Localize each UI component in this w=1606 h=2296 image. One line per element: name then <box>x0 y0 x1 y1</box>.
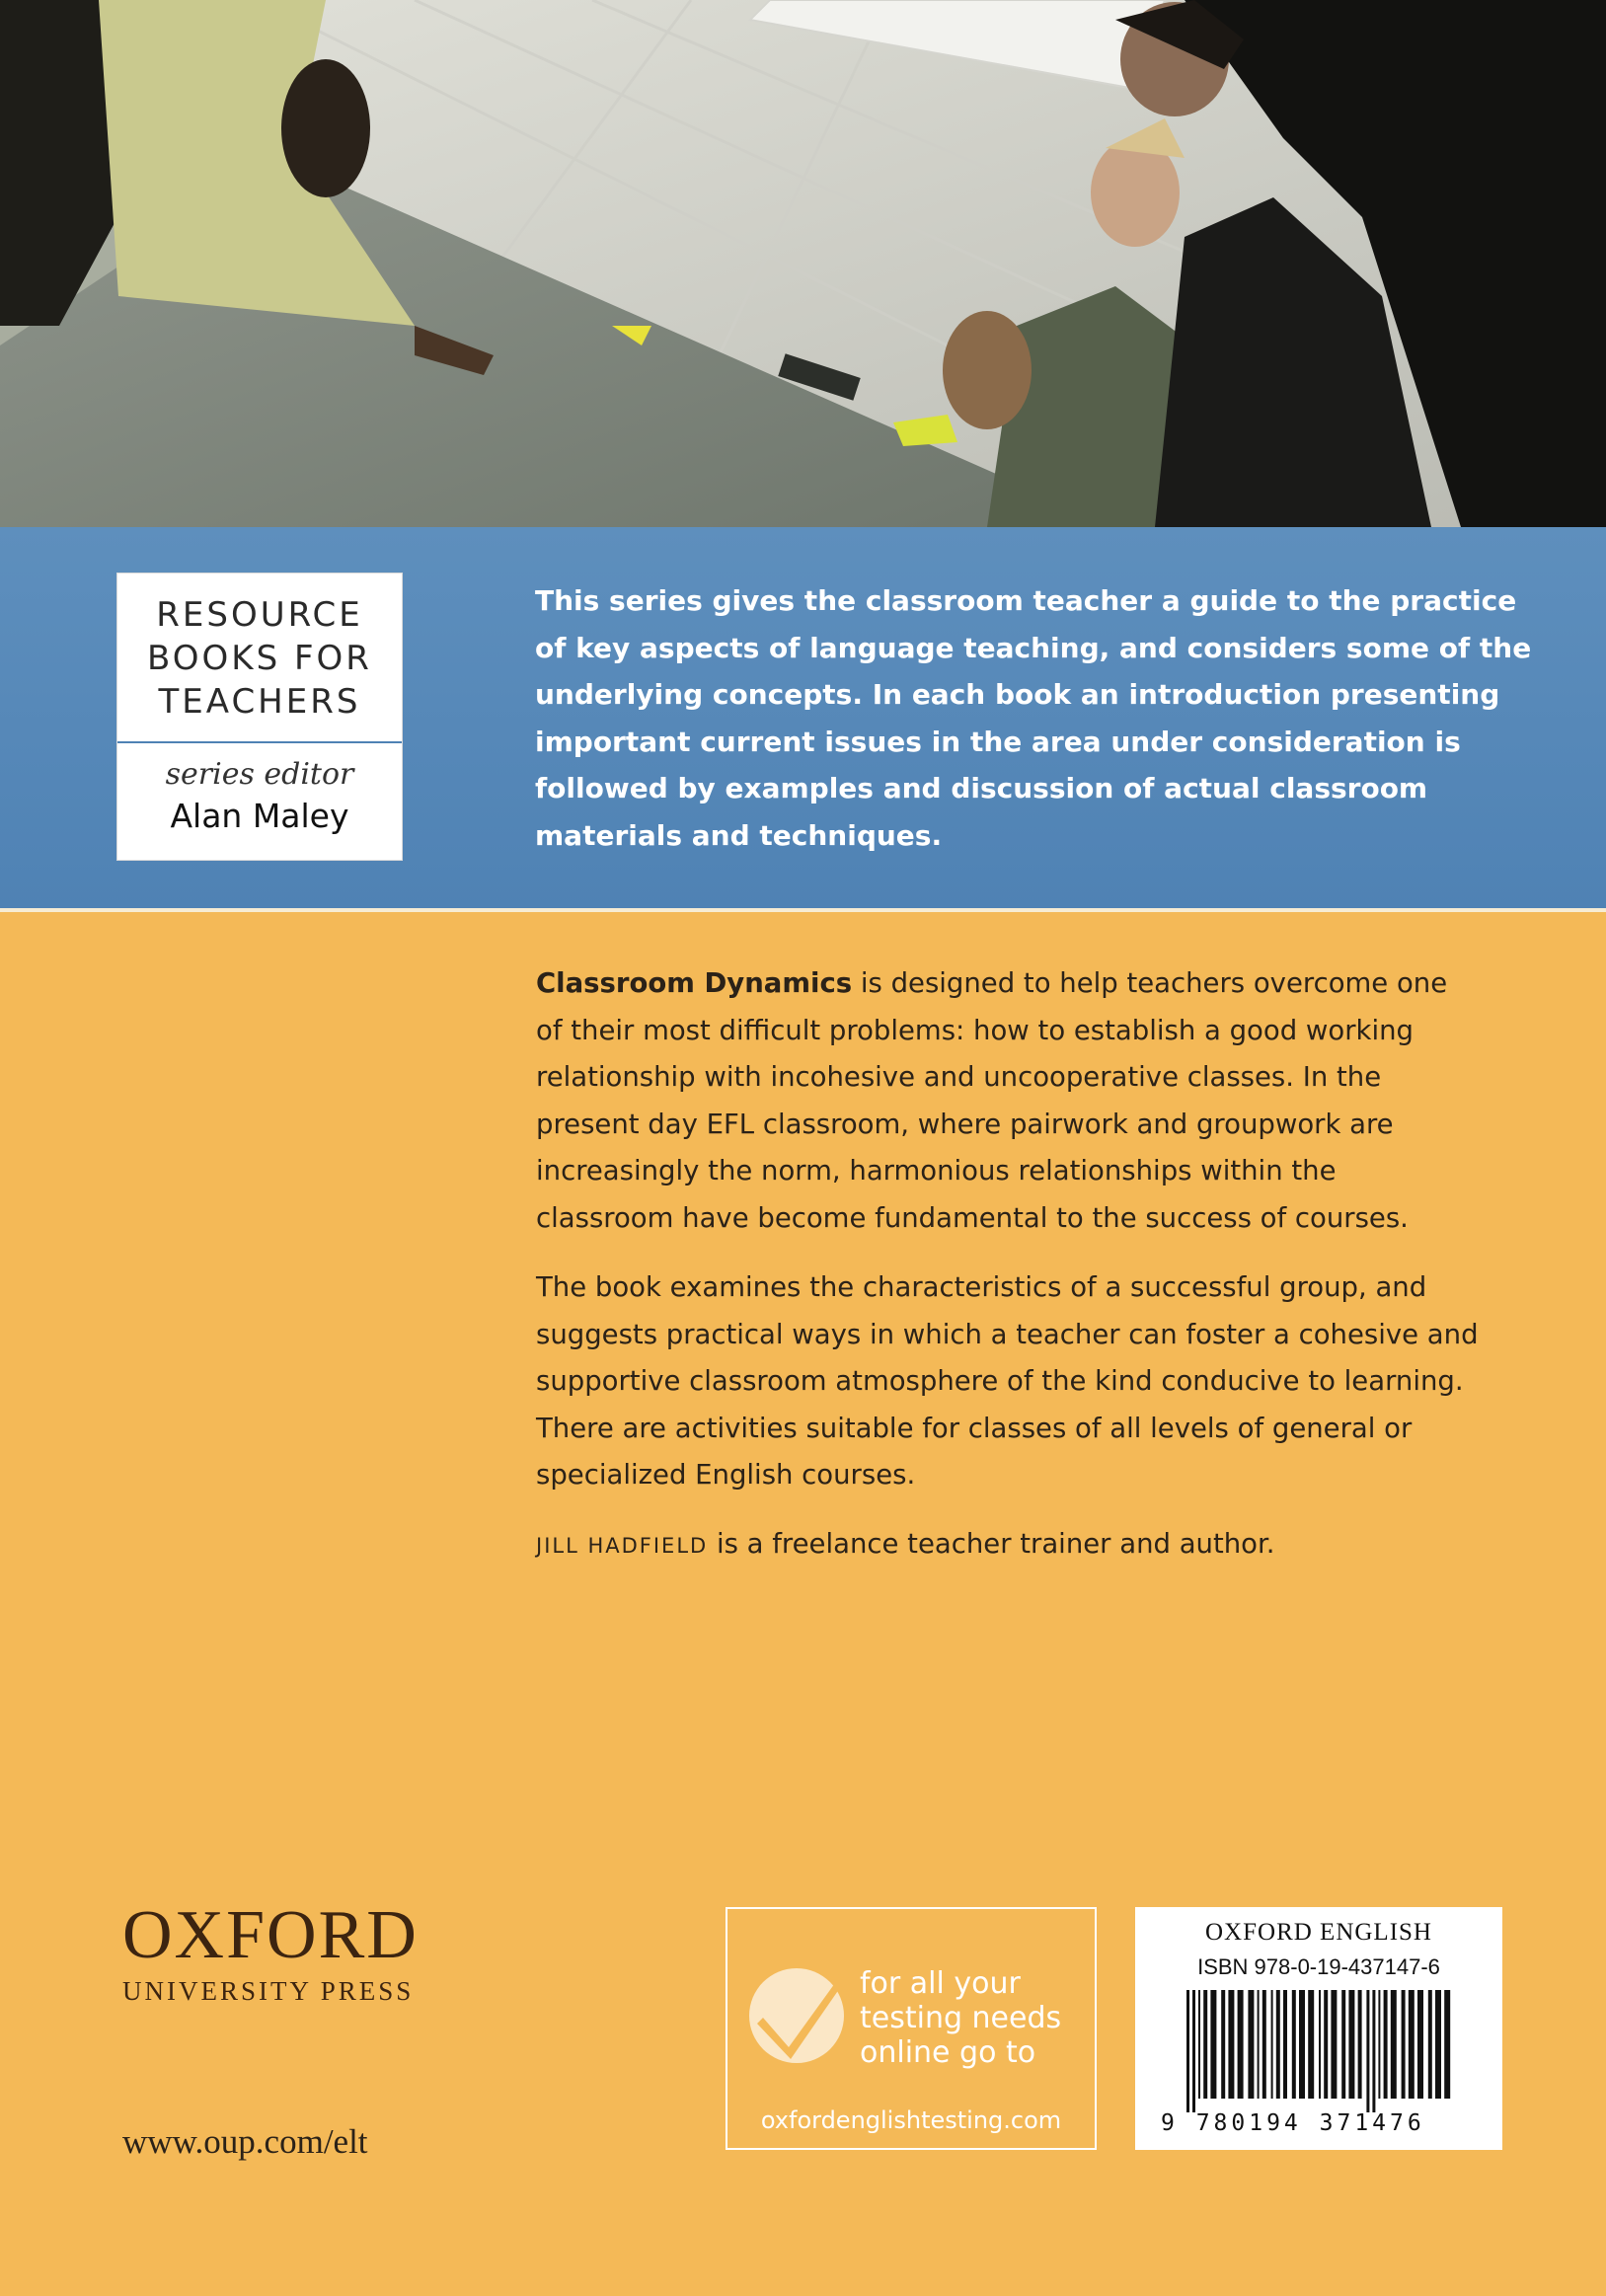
barcode-bar <box>1203 1990 1207 2099</box>
author-bio-text: is a freelance teacher trainer and author. <box>708 1528 1275 1560</box>
testing-url[interactable]: oxfordenglishtesting.com <box>760 2106 1062 2134</box>
testing-line: online go to <box>860 2035 1036 2070</box>
summary-line: suggests practical ways in which a teacher can foster a cohesive and <box>536 1318 1479 1350</box>
isbn-block <box>1135 1907 1502 2150</box>
series-title <box>117 593 402 724</box>
barcode-bar <box>1210 1990 1216 2099</box>
series-description-line: followed by examples and discussion of actual classroom <box>535 772 1428 804</box>
description-line: relationship with incohesive and uncooperative classes. In the <box>536 1061 1382 1093</box>
author-name: JILL HADFIELD <box>536 1534 709 1558</box>
series-divider <box>117 741 402 743</box>
author-bio <box>536 1521 1563 1570</box>
barcode-bar <box>1402 1990 1406 2099</box>
barcode-bar <box>1417 1990 1423 2099</box>
barcode-bar <box>1283 1990 1287 2099</box>
barcode-bar <box>1324 1990 1328 2099</box>
series-description-line: important current issues in the area under consideration is <box>535 725 1461 758</box>
barcode-bar <box>1221 1990 1225 2099</box>
barcode-bar <box>1299 1990 1305 2099</box>
summary-line: There are activities suitable for classes of all levels of general or <box>536 1412 1413 1444</box>
barcode-bar <box>1319 1990 1321 2099</box>
barcode-bar <box>1428 1990 1432 2099</box>
series-editor-label: series editor <box>165 757 354 792</box>
author-line <box>536 1521 1563 1570</box>
series-title-line: TEACHERS <box>158 682 361 722</box>
barcode-bar <box>1238 1990 1244 2099</box>
barcode-bar <box>1341 1990 1345 2099</box>
summary-line: specialized English courses. <box>536 1459 916 1491</box>
barcode-bar <box>1198 1990 1200 2099</box>
barcode-bar <box>1331 1990 1337 2099</box>
series-title-line: RESOURCE <box>156 595 363 635</box>
series-description <box>535 577 1532 859</box>
barcode-bar <box>1271 1990 1273 2099</box>
barcode-bar <box>1192 1990 1195 2112</box>
barcode-bar <box>1391 1990 1397 2099</box>
series-logo-box <box>116 573 403 861</box>
barcode-bar <box>1358 1990 1362 2099</box>
publisher-url[interactable]: www.oup.com/elt <box>122 2122 368 2161</box>
testing-promo <box>726 1907 1097 2150</box>
series-description-line: This series gives the classroom teacher a guide to the practice <box>535 584 1517 617</box>
description-text: is designed to help teachers overcome one <box>852 967 1448 999</box>
series-title-line: BOOKS FOR <box>147 639 372 678</box>
series-description-line: underlying concepts. In each book an introduction presenting <box>535 678 1500 711</box>
description-line: of their most difficult problems: how to establish a good working <box>536 1014 1414 1046</box>
band-divider <box>0 908 1606 912</box>
series-description-line: of key aspects of language teaching, and considers some of the <box>535 631 1532 664</box>
barcode-bar <box>1348 1990 1354 2099</box>
barcode-bar <box>1366 1990 1369 2112</box>
book-title: Classroom Dynamics <box>536 967 853 999</box>
cover-photo <box>0 0 1606 527</box>
description-line <box>536 960 1563 1008</box>
isbn-brand: OXFORD ENGLISH <box>1205 1919 1432 1946</box>
testing-line: for all your <box>860 1966 1021 2001</box>
book-description <box>536 960 1563 1242</box>
oxford-logo <box>122 1897 478 2007</box>
summary-line: supportive classroom atmosphere of the kind conducive to learning. <box>536 1365 1464 1397</box>
barcode-bar <box>1258 1990 1260 2099</box>
barcode-bar <box>1186 1990 1189 2112</box>
barcode-bar <box>1228 1990 1234 2099</box>
description-line: classroom have become fundamental to the success of courses. <box>536 1201 1409 1234</box>
isbn-number: ISBN 978-0-19-437147-6 <box>1197 1954 1440 1979</box>
testing-text <box>860 1966 1087 2070</box>
checkmark-icon <box>745 1956 854 2080</box>
barcode-bar <box>1409 1990 1415 2099</box>
book-summary <box>536 1264 1563 1499</box>
barcode-digits: 9 780194 371476 <box>1161 2110 1425 2136</box>
series-band <box>0 527 1606 908</box>
description-line: increasingly the norm, harmonious relationships within the <box>536 1155 1337 1186</box>
barcode-bar <box>1435 1990 1441 2099</box>
barcode-bar <box>1248 1990 1254 2099</box>
barcode-bar <box>1292 1990 1296 2099</box>
barcode-bar <box>1262 1990 1266 2099</box>
description-line: present day EFL classroom, where pairwork and groupwork are <box>536 1108 1394 1140</box>
barcode-bar <box>1372 1990 1375 2112</box>
barcode-bar <box>1444 1990 1450 2099</box>
testing-line: testing needs <box>860 2001 1062 2035</box>
publisher-subtitle: UNIVERSITY PRESS <box>122 1976 415 2006</box>
series-editor-name: Alan Maley <box>170 797 349 835</box>
series-description-line: materials and techniques. <box>535 818 943 852</box>
barcode-bar <box>1276 1990 1280 2099</box>
barcode-bar <box>1308 1990 1314 2099</box>
publisher-name: OXFORD <box>122 1897 419 1973</box>
barcode-bar <box>1384 1990 1388 2099</box>
barcode-bar <box>1378 1990 1380 2099</box>
barcode <box>1186 1990 1455 2112</box>
summary-line: The book examines the characteristics of a successful group, and <box>536 1271 1427 1303</box>
